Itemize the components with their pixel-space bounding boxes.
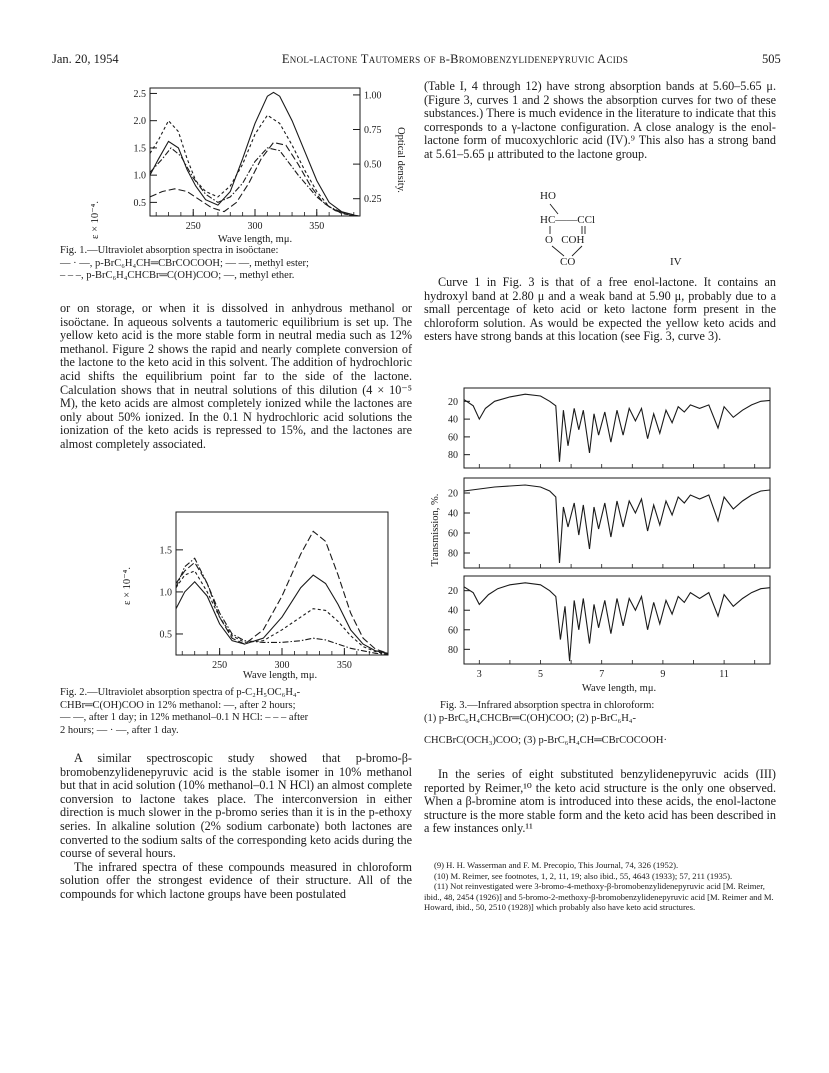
structure-label: IV — [670, 256, 682, 268]
paragraph: In the series of eight substituted benzylidenepyruvic acids (III) reported by Reimer,¹⁰ the keto acid structure is the only one observed. When a β-bromine atom is introduced into these acids, the enol-lactone structure is the more stable form and the keto acid has been described in a few instances only.¹¹ — [424, 767, 776, 836]
x-tick-label: 11 — [719, 669, 729, 680]
x-tick-label: 350 — [309, 221, 325, 232]
fig2-caption-line: 2 hours; — · —, after 1 day. — [60, 724, 179, 736]
fig2-caption-line: CHBr═C(OH)COO in 12% methanol: —, after 2 hours; — [60, 699, 296, 711]
structure-iv — [520, 190, 720, 270]
structure-hc-ccl: HC——CCl — [540, 214, 596, 226]
right-column-bottom — [424, 768, 776, 836]
x-tick-label: 9 — [660, 669, 666, 680]
x-tick-label: 300 — [247, 221, 263, 232]
structure-bonds — [520, 190, 720, 270]
y-tick-label: 80 — [448, 644, 458, 656]
y2-tick-label: 0.25 — [364, 194, 382, 206]
fig1-caption-line: — · —, p-BrC₆H₄CH═CBrCOCOOH; — —, methyl ester; — [60, 257, 309, 269]
y-tick-label: 60 — [448, 528, 458, 540]
y-tick-label: 40 — [448, 508, 458, 520]
y-tick-label: 80 — [448, 548, 458, 560]
page-number: 505 — [762, 52, 781, 66]
fig3-xlabel: Wave length, mμ. — [581, 683, 657, 694]
series-line — [150, 148, 354, 215]
series-line — [176, 558, 388, 654]
panel-frame — [464, 388, 770, 468]
x-tick-label: 300 — [274, 660, 290, 671]
y-tick-label: 1.5 — [133, 143, 146, 155]
paragraph: (Table I, 4 through 12) have strong absorption bands at 5.60–5.65 μ. (Figure 3, curves 1 and 2 shows the absorption curves for two of these substances.) There is much evidence in the literature to indicate that this corresponds to a γ-lactone configuration. A close analogy is the enol-lactone form of mucoxychloric acid (IV).⁹ This also has a strong band at 5.61–5.65 μ attributed to the lactone group. — [424, 79, 776, 161]
fig3-caption-line: (1) p-BrC₆H₄CHCBr═C(OH)COO; (2) p-BrC₆H₄- — [424, 712, 636, 724]
plot-frame — [150, 88, 360, 216]
series-line — [150, 115, 354, 216]
paragraph: A similar spectroscopic study showed that p-bromo-β-bromobenzylidenepyruvic acid is the stable isomer in 10% methanol but that in acid solution (10% methanol–0.1 N HCl) an almost complete conversion to lactone takes place. The interconversion in either direction is much slower in the p-bromo series than it is in the p-ethoxy series. In alkaline solution (2% sodium carbonate) both lactones are converted to the sodium salts of the corresponding keto acids during the course of several hours. — [60, 751, 412, 861]
x-tick-label: 5 — [538, 669, 543, 680]
series-line — [176, 575, 388, 653]
y-tick-label: 20 — [448, 586, 458, 598]
y-tick-label: 0.5 — [133, 197, 146, 209]
y-tick-label: 40 — [448, 605, 458, 617]
y2-tick-label: 0.75 — [364, 125, 382, 137]
figure-3-caption — [424, 700, 776, 748]
x-tick-label: 250 — [212, 660, 228, 671]
y2-tick-label: 1.00 — [364, 90, 382, 102]
panel-frame — [464, 478, 770, 568]
y-tick-label: 1.0 — [133, 170, 146, 182]
figure-3-chart — [428, 380, 768, 700]
y-tick-label: 1.0 — [159, 587, 172, 599]
series-line — [150, 92, 354, 214]
fig2-ylabel: ε × 10⁻⁴. — [122, 567, 133, 605]
y-tick-label: 20 — [448, 396, 458, 408]
series-line — [176, 571, 388, 654]
series-line — [150, 143, 360, 217]
figure-1-caption — [60, 245, 412, 283]
structure-o-coh: O COH — [545, 234, 585, 246]
figure-2-chart — [118, 506, 408, 684]
y-tick-label: 1.5 — [159, 545, 172, 557]
fig2-xlabel: Wave length, mμ. — [242, 670, 318, 681]
fig1-caption-line: Fig. 1.—Ultraviolet absorption spectra in isoöctane: — [60, 245, 279, 256]
fig1-y2label: Optical density. — [395, 127, 406, 193]
fig2-caption-line: — —, after 1 day; in 12% methanol–0.1 N HCl: – – – after — [60, 712, 309, 724]
panel-frame — [464, 576, 770, 664]
paragraph: or on storage, or when it is dissolved in anhydrous methanol or isoöctane. In aqueous solvents a tautomeric equilibrium is set up. The yellow keto acid is the more stable form in neutral media such as 12% methanol. Figure 2 shows the rapid and nearly complete conversion of the lactone to the keto acid in this solvent. The addition of hydrochloric acid shifts the equilibrium point far to the side of the lactone. Calculation shows that in neutral solutions of this dilution (4 × 10⁻⁵ M), the keto acids are almost completely ionized while the lactones are only about 50% ionized. In the 0.1 N hydrochloric acid solutions the ionization of the keto acids is repressed to 15%, and the lactones are almost completely associated. — [60, 301, 412, 451]
x-tick-label: 3 — [476, 669, 482, 680]
y-tick-label: 0.5 — [159, 629, 172, 641]
x-tick-label: 350 — [336, 660, 352, 671]
footnote: (10) M. Reimer, see footnotes, 1, 2, 11, 19; also ibid., 55, 4643 (1933); 57, 211 (1935). — [434, 870, 733, 881]
footnote: (9) H. H. Wasserman and F. M. Precopio, This Journal, 74, 326 (1952). — [434, 860, 679, 870]
fig3-caption-line: Fig. 3.—Infrared absorption spectra in chloroform: — [440, 700, 655, 711]
paragraph: The infrared spectra of these compounds measured in chloroform solution offer the strongest evidence of their structure. All of the compounds for which lactone groups have been postulated — [60, 859, 412, 901]
y2-tick-label: 0.50 — [364, 159, 382, 171]
left-column-bottom — [60, 752, 412, 902]
fig1-ylabel: ε × 10⁻⁴. — [90, 201, 101, 239]
fig1-caption-line: – – –, p-BrC₆H₄CHCBr═C(OH)COO; —, methyl ether. — [60, 270, 295, 282]
y-tick-label: 20 — [448, 488, 458, 500]
running-header-date: Jan. 20, 1954 — [52, 52, 119, 66]
spectrum-curve — [464, 583, 770, 661]
y-tick-label: 2.5 — [133, 88, 146, 100]
spectrum-curve — [464, 485, 770, 563]
structure-ho: HO — [540, 190, 556, 202]
y-tick-label: 40 — [448, 414, 458, 426]
x-tick-label: 250 — [185, 221, 201, 232]
y-tick-label: 60 — [448, 432, 458, 444]
y-tick-label: 60 — [448, 625, 458, 637]
fig3-caption-line: CHCBrC(OCH₃)COO; (3) p-BrC₆H₄CH═CBrCOCOOH· — [424, 735, 668, 747]
spectrum-curve — [464, 394, 770, 462]
footnote: (11) Not reinvestigated were 3-bromo-4-methoxy-β-bromobenzylidenepyruvic acid [M. Reimer, ibid., 48, 2454 (1926)] and 5-bromo-2-methoxy-β-bromobenzylidenepyruvic acid [M. Reimer and M. Howard, ibid., 50, 2510 (1928)] which probably also have keto acid structures. — [424, 881, 774, 913]
fig3-ylabel: Transmission, %. — [430, 493, 441, 567]
structure-co: CO — [560, 256, 576, 268]
footnotes — [424, 860, 776, 913]
fig1-xlabel: Wave length, mμ. — [217, 234, 293, 245]
plot-frame — [176, 512, 388, 655]
y-tick-label: 80 — [448, 450, 458, 462]
fig2-caption-line: Fig. 2.—Ultraviolet absorption spectra of p-C₂H₅OC₆H₄- — [60, 687, 301, 698]
paragraph: Curve 1 in Fig. 3 is that of a free enol-lactone. It contains an hydroxyl band at 2.80 μ and a weak band at 5.90 μ, probably due to a small percentage of keto acid or keto lactone form present in the chloroform solution. As would be expected the yellow keto acids and esters have strong bands at this location (see Fig. 3, curve 3). — [424, 275, 776, 344]
figure-1-chart — [90, 80, 420, 260]
right-column-middle — [424, 276, 776, 344]
left-column-top — [60, 302, 412, 452]
y-tick-label: 2.0 — [133, 116, 146, 128]
right-column-top — [424, 80, 776, 162]
figure-2-caption — [60, 687, 412, 737]
running-header-title: Enol-lactone Tautomers of β-Bromobenzylidenepyruvic Acids — [281, 52, 629, 66]
x-tick-label: 7 — [599, 669, 605, 680]
